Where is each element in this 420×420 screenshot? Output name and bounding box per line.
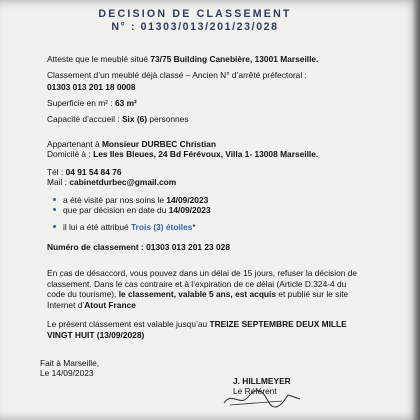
numero-label: Numéro de classement :: [47, 242, 147, 252]
document-title: DECISION DE CLASSEMENT: [98, 8, 292, 20]
capacite-label: Capacité d’accueil :: [47, 114, 122, 124]
capacite-line: [47, 114, 189, 125]
signer-role: Le Référent: [233, 386, 277, 396]
visit-prefix-1: a été visité par nos soins le: [63, 195, 167, 205]
mail-label: Mail :: [47, 177, 70, 187]
fait-a: Fait à Marseille,: [40, 358, 100, 368]
owner-label: Appartenant à: [47, 139, 102, 149]
attest-line: [47, 54, 318, 65]
visit-bullet-2: [53, 205, 211, 216]
domicile-label: Domicilé à :: [47, 149, 94, 159]
old-arrete-number: 01303 013 201 18 0008: [47, 82, 136, 92]
fait-date: Le 14/09/2023: [40, 368, 94, 378]
domicile-address: Les Iles Bleues, 24 Bd Férévoux, Villa 1- 13008 Marseille.: [93, 149, 319, 159]
numero-value: 01303 013 201 23 028: [146, 242, 230, 252]
bullet-dot-icon: [53, 198, 56, 201]
desaccord-line-2: classement. Dans le cas contraire et à l’expiration de ce délai (Article D.324-4 du: [47, 278, 347, 289]
attest-address: 73/75 Building Canebière, 13001 Marseille.: [150, 54, 319, 64]
validity-line-1: [47, 319, 347, 330]
validity-prefix: Le présent classement est valable jusqu’au: [47, 319, 210, 329]
desaccord-line-4b: Atout France: [84, 299, 136, 310]
capacite-suffix: personnes: [147, 114, 189, 124]
validity-paragraph: [47, 319, 347, 340]
visit-prefix-2: que par décision en date du: [63, 205, 169, 215]
desaccord-line-3a: code du tourisme),: [47, 289, 119, 299]
domicile-line: [47, 149, 318, 160]
desaccord-line-3c: et publié sur le site: [276, 289, 349, 299]
tel-label: Tél :: [47, 167, 66, 177]
capacite-value: Six (6): [121, 114, 148, 124]
numero-line: [47, 242, 230, 253]
mail-value: cabinetdurbec@gmail.com: [69, 177, 177, 187]
superficie-value: 63 m²: [114, 98, 137, 108]
classement-line: Classement d’un meublé déjà classé – Ancien N° d’arrêté préfectoral :: [47, 70, 307, 80]
visit-date-1: 14/09/2023: [166, 195, 209, 205]
tel-value: 04 91 54 84 76: [65, 167, 122, 177]
validity-date-1: TREIZE SEPTEMBRE DEUX MILLE: [209, 319, 347, 329]
decision-number: N° : 01303/013/201/23/028: [111, 21, 279, 33]
signer-name: J. HILLMEYER: [233, 376, 291, 386]
desaccord-line-3: [47, 289, 357, 300]
attribution-suffix: *: [192, 222, 196, 232]
validity-line-2: VINGT HUIT (13/09/2028): [47, 329, 145, 340]
attribution-prefix: il lui a été attribué: [63, 222, 131, 232]
desaccord-line-4: [47, 300, 357, 311]
attribution-bullet: [53, 222, 196, 233]
attribution-value: Trois (3) étoiles: [130, 222, 193, 232]
superficie-line: [47, 98, 137, 109]
desaccord-line-3b: le classement, valable 5 ans, est acquis: [118, 289, 277, 299]
visit-date-2: 14/09/2023: [168, 205, 211, 215]
desaccord-paragraph: [47, 268, 357, 310]
bullet-dot-icon: [53, 208, 56, 211]
desaccord-line-4a: Internet d’: [47, 299, 85, 310]
owner-name: Monsieur DURBEC Christian: [101, 139, 216, 149]
bullet-dot-icon: [53, 225, 56, 228]
desaccord-line-1: En cas de désaccord, vous pouvez dans un délai de 15 jours, refuser la décision de: [47, 268, 358, 278]
signature-scribble-icon: [222, 387, 302, 409]
attest-prefix: Atteste que le meublé situé: [47, 54, 151, 64]
page-shadow-edge: [412, 0, 420, 420]
superficie-label: Superficie en m² :: [47, 98, 115, 108]
mail-line: [47, 177, 176, 188]
